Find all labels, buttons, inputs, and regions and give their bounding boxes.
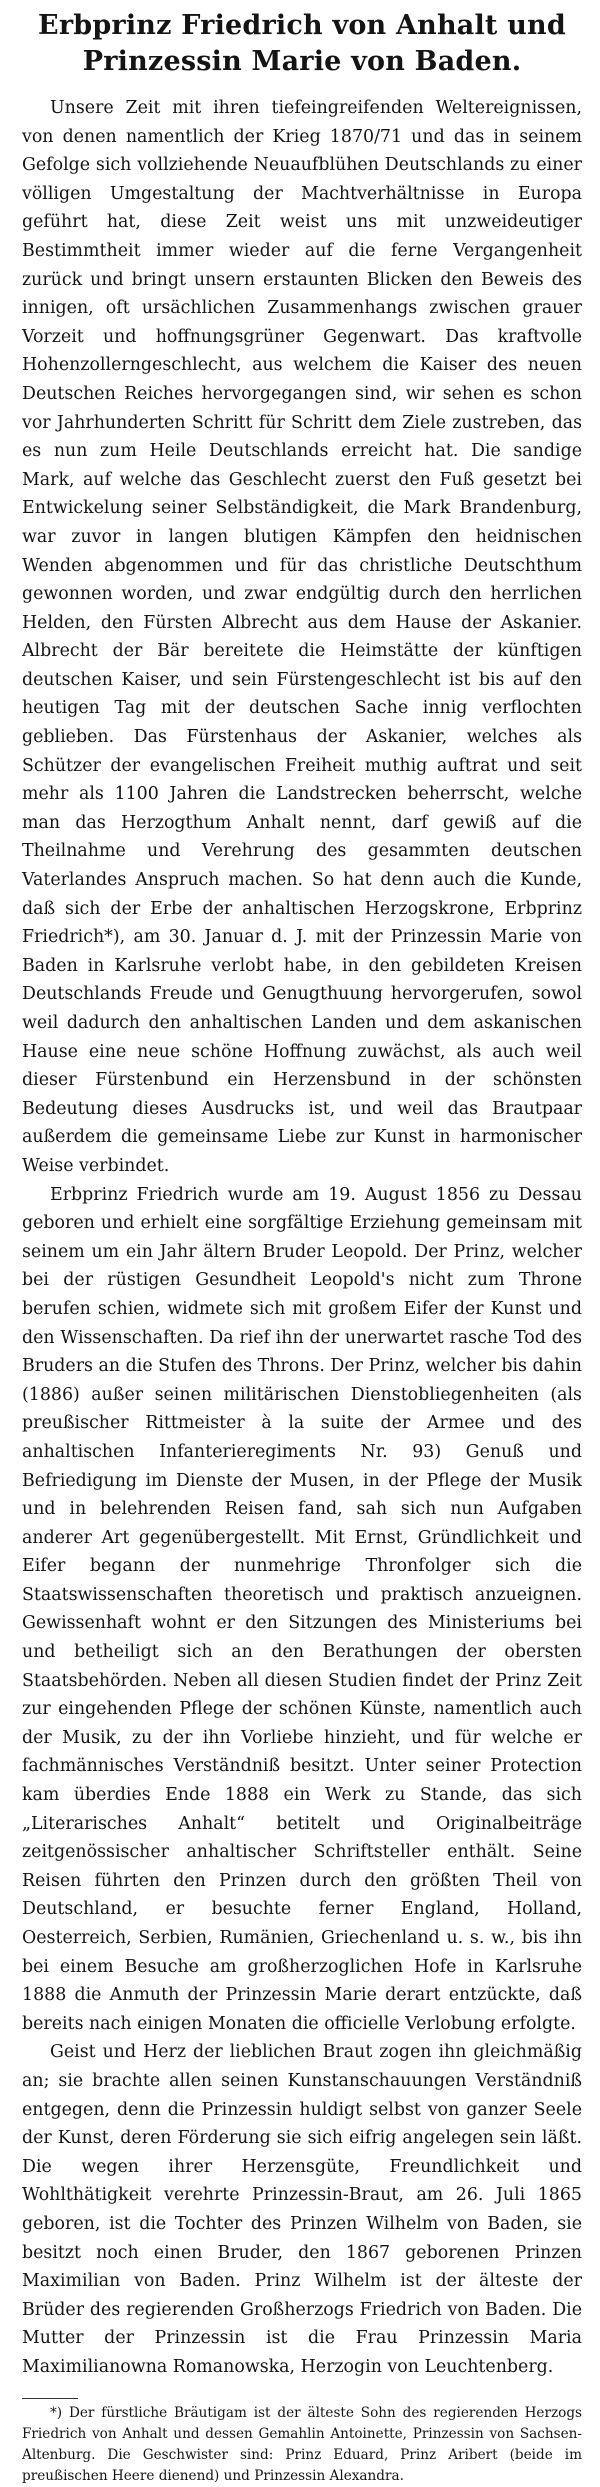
article-body	[22, 94, 582, 2382]
paragraph-1: Unsere Zeit mit ihren tiefeingreifenden Weltereignissen, von denen namentlich der Krieg 1870/71 und das in seinem Gefolge sich vollziehende Neuaufblühen Deutschlands zu einer völligen Umgestaltung der Machtverhältnisse in Europa geführt hat, diese Zeit weist uns mit unzweideutiger Bestimmtheit immer wieder auf die ferne Vergangenheit zurück und bringt unsern erstaunten Blicken den Beweis des innigen, oft ursächlichen Zusammenhangs zwischen grauer Vorzeit und hoffnungsgrüner Gegenwart. Das kraftvolle Hohenzollerngeschlecht, aus welchem die Kaiser des neuen Deutschen Reiches hervorgegangen sind, wir sehen es schon vor Jahrhunderten Schritt für Schritt dem Ziele zustreben, das es nun zum Heile Deutschlands erreicht hat. Die sandige Mark, auf welche das Geschlecht zuerst den Fuß gesetzt bei Entwickelung seiner Selbständigkeit, die Mark Brandenburg, war zuvor in langen blutigen Kämpfen den heidnischen Wenden abgenommen und für das christliche Deutschthum gewonnen worden, und zwar endgültig durch den herrlichen Helden, den Fürsten Albrecht aus dem Hause der Askanier. Albrecht der Bär bereitete die Heimstätte der künftigen deutschen Kaiser, und sein Fürstengeschlecht ist bis auf den heutigen Tag mit der deutschen Sache innig verflochten geblieben. Das Fürstenhaus der Askanier, welches als Schützer der evangelischen Freiheit muthig auftrat und seit mehr als 1100 Jahren die Landstrecken beherrscht, welche man das Herzogthum Anhalt nennt, darf gewiß auf die Theilnahme und Verehrung des gesammten deutschen Vaterlandes Anspruch machen. So hat denn auch die Kunde, daß sich der Erbe der anhaltischen Herzogskrone, Erbprinz Friedrich*), am 30. Januar d. J. mit der Prinzessin Marie von Baden in Karlsruhe verlobt habe, in den gebildeten Kreisen Deutschlands Freude und Genugthuung hervorgerufen, sowol weil dadurch den anhaltischen Landen und dem askanischen Hause eine neue schöne Hoffnung zuwächst, als auch weil dieser Fürstenbund ein Herzensbund in der schönsten Bedeutung dieses Ausdrucks ist, und weil das Brautpaar außerdem die gemeinsame Liebe zur Kunst in harmonischer Weise verbindet.	[22, 98, 582, 1176]
footnote-divider	[22, 2398, 78, 2399]
footnote: *) Der fürstliche Bräutigam ist der älteste Sohn des regierenden Herzogs Friedrich von Anhalt und dessen Gemahlin Antoinette, Prinzessin von Sachsen-Altenburg. Die Geschwister sind: Prinz Eduard, Prinz Aribert (beide im preußischen Heere dienend) und Prinzessin Alexandra.	[22, 2404, 582, 2484]
article-title: Erbprinz Friedrich von Anhalt und Prinzessin Marie von Baden.	[38, 10, 566, 77]
paragraph-2: Erbprinz Friedrich wurde am 19. August 1856 zu Dessau geboren und erhielt eine sorgfältige Erziehung gemeinsam mit seinem um ein Jahr ältern Bruder Leopold. Der Prinz, welcher bei der rüstigen Gesundheit Leopold's nicht zum Throne berufen schien, widmete sich mit großem Eifer der Kunst und den Wissenschaften. Da rief ihn der unerwartet rasche Tod des Bruders an die Stufen des Throns. Der Prinz, welcher bis dahin (1886) außer seinen militärischen Dienstobliegenheiten (als preußischer Rittmeister à la suite der Armee und des anhaltischen Infanterieregiments Nr. 93) Genuß und Befriedigung im Dienste der Musen, in der Pflege der Musik und in belehrenden Reisen fand, sah sich nun Aufgaben anderer Art gegenübergestellt. Mit Ernst, Gründlichkeit und Eifer begann der nunmehrige Thronfolger sich die Staatswissenschaften theoretisch und praktisch anzueignen. Gewissenhaft wohnt er den Sitzungen des Ministeriums bei und betheiligt sich an den Berathungen der obersten Staatsbehörden. Neben all diesen Studien findet der Prinz Zeit zur eingehenden Pflege der schönen Künste, namentlich auch der Musik, zu der ihn Vorliebe hinzieht, und für welche er fachmännisches Verständniß besitzt. Unter seiner Protection kam überdies Ende 1888 ein Werk zu Stande, das sich „Literarisches Anhalt“ betitelt und Originalbeiträge zeitgenössischer anhaltischer Schriftsteller enthält. Seine Reisen führten den Prinzen durch den größten Theil von Deutschland, er besuchte ferner England, Holland, Oesterreich, Serbien, Rumänien, Griechenland u. s. w., bis ihn bei einem Besuche am großherzoglichen Hofe in Karlsruhe 1888 die Anmuth der Prinzessin Marie derart entzückte, daß bereits nach einigen Monaten die officielle Verlobung erfolgte.	[22, 1184, 582, 2034]
paragraph-3: Geist und Herz der lieblichen Braut zogen ihn gleichmäßig an; sie brachte allen seinen Kunstanschauungen Verständniß entgegen, denn die Prinzessin huldigt selbst von ganzer Seele der Kunst, deren Förderung sie sich eifrig angelegen sein läßt. Die wegen ihrer Herzensgüte, Freundlichkeit und Wohlthätigkeit verehrte Prinzessin-Braut, am 26. Juli 1865 geboren, ist die Tochter des Prinzen Wilhelm von Baden, sie besitzt noch einen Bruder, den 1867 geborenen Prinzen Maximilian von Baden. Prinz Wilhelm ist der älteste der Brüder des regierenden Großherzogs Friedrich von Baden. Die Mutter der Prinzessin ist die Frau Prinzessin Maria Maximilianowna Romanowska, Herzogin von Leuchtenberg.	[22, 2042, 582, 2377]
